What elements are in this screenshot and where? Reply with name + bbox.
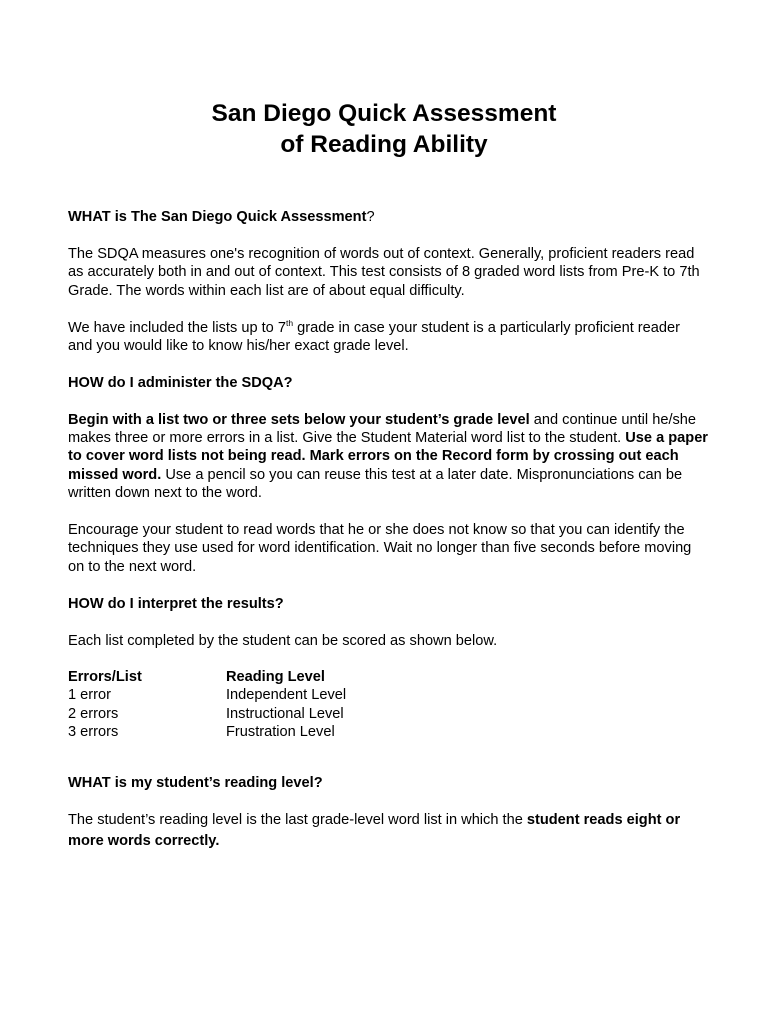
what-heading-mark: ?	[366, 209, 375, 225]
errors-cell: 1 error	[68, 687, 111, 704]
what-paragraph-1: The SDQA measures one's recognition of words out of context. Generally, proficient readers read as accurately both in and out of context. This test consists of 8 graded word lists from Pre-K to 7th Grade. The words within each list are of about equal difficulty.	[68, 245, 700, 299]
level-cell: Frustration Level	[226, 724, 335, 741]
level-heading: WHAT is my student’s reading level?	[68, 775, 323, 792]
administer-p1-text-1: and continue until he/she makes three or more errors in a list. Give the Student Material word list to the student.	[68, 411, 697, 447]
interpret-heading: HOW do I interpret the results?	[68, 595, 284, 612]
what-p2-before: We have included the lists up to 7	[68, 319, 286, 336]
level-text: The student’s reading level is the last grade-level word list in which the	[68, 811, 527, 828]
what-p2-after: grade in case your student is a particularly proficient reader and you would like to know his/her exact grade level.	[68, 319, 680, 354]
level-cell: Instructional Level	[226, 705, 344, 722]
table-row	[68, 723, 708, 741]
document-title	[0, 98, 768, 160]
administer-p1-text-2: Use a pencil so you can reuse this test at a later date. Mispronunciations can be written down next to the word.	[68, 466, 683, 502]
what-heading-text: WHAT is The San Diego Quick Assessment	[68, 209, 367, 225]
administer-heading: HOW do I administer the SDQA?	[68, 374, 293, 391]
table-row	[68, 686, 708, 704]
level-paragraph	[68, 810, 708, 852]
what-paragraph-2	[68, 319, 708, 356]
what-p2-superscript: th	[285, 317, 294, 328]
administer-paragraph-1	[68, 411, 708, 502]
what-heading	[68, 208, 708, 226]
reading-level-table-header	[68, 668, 708, 686]
administer-p1-bold-1: Begin with a list two or three sets below your student’s grade level	[68, 411, 530, 428]
errors-cell: 2 errors	[68, 705, 119, 722]
errors-column-header: Errors/List	[68, 669, 142, 686]
level-cell: Independent Level	[226, 687, 347, 704]
errors-cell: 3 errors	[68, 724, 119, 741]
reading-level-table	[68, 668, 708, 741]
table-row	[68, 705, 708, 723]
administer-paragraph-2: Encourage your student to read words that he or she does not know so that you can identify the techniques they use used for word identification. Wait no longer than five seconds before moving on to the next word.	[68, 522, 692, 575]
administer-p1-bold-2: Use a paper to cover word lists not being read. Mark errors on the Record form by crossing out each missed word.	[68, 430, 708, 483]
level-column-header: Reading Level	[226, 669, 325, 686]
level-bold-text: student reads eight or more words correctly.	[68, 811, 681, 849]
title-line-2: of Reading Ability	[280, 131, 488, 158]
interpret-paragraph: Each list completed by the student can be scored as shown below.	[68, 632, 498, 649]
title-line-1: San Diego Quick Assessment	[211, 100, 557, 127]
document-body	[68, 208, 708, 852]
